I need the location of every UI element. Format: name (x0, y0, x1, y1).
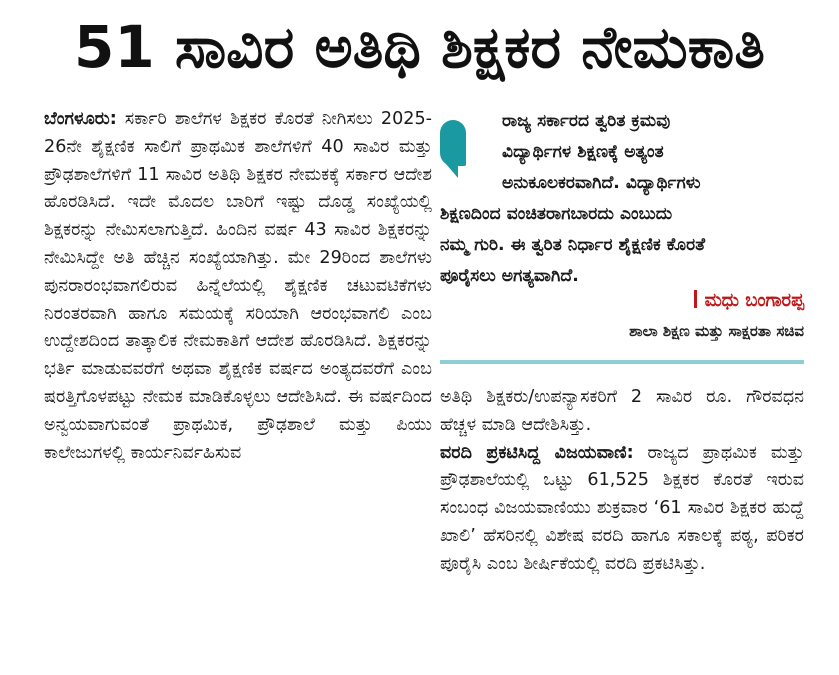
headline: 51 ಸಾವಿರ ಅತಿಥಿ ಶಿಕ್ಷಕರ ನೇಮಕಾತಿ (73, 12, 766, 81)
quote-line: ಅನುಕೂಲಕರವಾಗಿದೆ. ವಿದ್ಯಾರ್ಥಿಗಳು (502, 173, 701, 193)
right-column (440, 384, 804, 579)
author-name: ಮಧು ಬಂಗಾರಪ್ಪ (704, 290, 804, 311)
left-column (44, 106, 432, 467)
quote-line: ರಾಜ್ಯ ಸರ್ಕಾರದ ತ್ವರಿತ ಕ್ರಮವು (502, 111, 671, 131)
pull-quote (440, 106, 804, 292)
right-body-text: ರಾಜ್ಯದ ಪ್ರಾಥಮಿಕ ಮತ್ತು ಪ್ರೌಢಶಾಲೆಯಲ್ಲಿ ಒಟ್ಟು 61,525 ಶಿಕ್ಷಕರ ಕೊರತೆ ಇರುವ ಸಂಬಂಧ ವಿಜಯವಾಣಿಯು ಶುಕ್ರವಾರ ‘61 ಸಾವಿರ ಶಿಕ್ಷಕರ ಹುದ್ದೆ ಖಾಲಿ’ ಹೆಸರಿನಲ್ಲಿ ವಿಶೇಷ ವರದಿ ಹಾಗೂ ಸಕಾಲಕ್ಕೆ ಪಠ್ಯ, ಪರಿಕರ ಪೂರೈಸಿ ಎಂಬ ಶೀರ್ಷಿಕೆಯಲ್ಲಿ ವರದಿ ಪ್ರಕಟಿಸಿತ್ತು. (440, 442, 804, 574)
author-designation: ಶಾಲಾ ಶಿಕ್ಷಣ ಮತ್ತು ಸಾಕ್ಷರತಾ ಸಚಿವ (629, 322, 804, 340)
quote-line: ವಿದ್ಯಾರ್ಥಿಗಳ ಶಿಕ್ಷಣಕ್ಕೆ ಅತ್ಯಂತ (502, 142, 664, 162)
quote-line: ಪೂರೈಸಲು ಅಗತ್ಯವಾಗಿದೆ. (440, 266, 579, 286)
right-paragraph-2 (440, 440, 804, 579)
right-paragraph-1: ಅತಿಥಿ ಶಿಕ್ಷಕರು/ಉಪನ್ಯಾಸಕರಿಗೆ 2 ಸಾವಿರ ರೂ. ಗೌರವಧನ ಹೆಚ್ಚಳ ಮಾಡಿ ಆದೇಶಿಸಿತ್ತು. (440, 387, 804, 435)
quote-line: ನಮ್ಮ ಗುರಿ. ಈ ತ್ವರಿತ ನಿರ್ಧಾರ ಶೈಕ್ಷಣಿಕ ಕೊರತೆ (440, 235, 706, 255)
quote-author (440, 290, 804, 311)
left-body-text: ಸರ್ಕಾರಿ ಶಾಲೆಗಳ ಶಿಕ್ಷಕರ ಕೊರತೆ ನೀಗಿಸಲು 2025-26ನೇ ಶೈಕ್ಷಣಿಕ ಸಾಲಿಗೆ ಪ್ರಾಥಮಿಕ ಶಾಲೆಗಳಿಗೆ 40 ಸಾವಿರ ಮತ್ತು ಪ್ರೌಢಶಾಲೆಗಳಿಗೆ 11 ಸಾವಿರ ಅತಿಥಿ ಶಿಕ್ಷಕರ ನೇಮಕಕ್ಕೆ ಸರ್ಕಾರ ಆದೇಶ ಹೊರಡಿಸಿದೆ. ಇದೇ ಮೊದಲ ಬಾರಿಗೆ ಇಷ್ಟು ದೊಡ್ಡ ಸಂಖ್ಯೆಯಲ್ಲಿ ಶಿಕ್ಷಕರನ್ನು ನೇಮಿಸಲಾಗುತ್ತಿದೆ. ಹಿಂದಿನ ವರ್ಷ 43 ಸಾವಿರ ಶಿಕ್ಷಕರನ್ನು ನೇಮಿಸಿದ್ದೇ ಅತಿ ಹೆಚ್ಚಿನ ಸಂಖ್ಯೆಯಾಗಿತ್ತು. ಮೇ 29ರಿಂದ ಶಾಲೆಗಳು ಪುನರಾರಂಭವಾಗಲಿರುವ ಹಿನ್ನೆಲೆಯಲ್ಲಿ ಶೈಕ್ಷಣಿಕ ಚಟುವಟಿಕೆಗಳು ನಿರಂತರವಾಗಿ ಹಾಗೂ ಸಮಯಕ್ಕೆ ಸರಿಯಾಗಿ ಆರಂಭವಾಗಲಿ ಎಂಬ ಉದ್ದೇಶದಿಂದ ತಾತ್ಕಾಲಿಕ ನೇಮಕಾತಿಗೆ ಆದೇಶ ಹೊರಡಿಸಿದೆ. ಶಿಕ್ಷಕರನ್ನು ಭರ್ತಿ ಮಾಡುವವರೆಗೆ ಅಥವಾ ಶೈಕ್ಷಣಿಕ ವರ್ಷದ ಅಂತ್ಯದವರೆಗೆ ಎಂಬ ಷರತ್ತಿಗೊಳಪಟ್ಟು ನೇಮಕ ಮಾಡಿಕೊಳ್ಳಲು ಆದೇಶಿಸಿದೆ. ಈ ವರ್ಷದಿಂದ ಅನ್ವಯವಾಗುವಂತೆ ಪ್ರಾಥಮಿಕ, ಪ್ರೌಢಶಾಲೆ ಮತ್ತು ಪಿಯು ಕಾಲೇಜುಗಳಲ್ಲಿ ಕಾರ್ಯನಿರ್ವಹಿಸುವ (44, 109, 432, 463)
subhead: ವರದಿ ಪ್ರಕಟಿಸಿದ್ದ ವಿಜಯವಾಣಿ: (440, 442, 634, 463)
divider-rule (440, 360, 804, 364)
author-bar (694, 290, 697, 308)
dateline: ಬೆಂಗಳೂರು: (44, 109, 117, 129)
quote-line: ಶಿಕ್ಷಣದಿಂದ ವಂಚಿತರಾಗಬಾರದು ಎಂಬುದು (440, 204, 673, 224)
left-paragraph (44, 106, 432, 467)
